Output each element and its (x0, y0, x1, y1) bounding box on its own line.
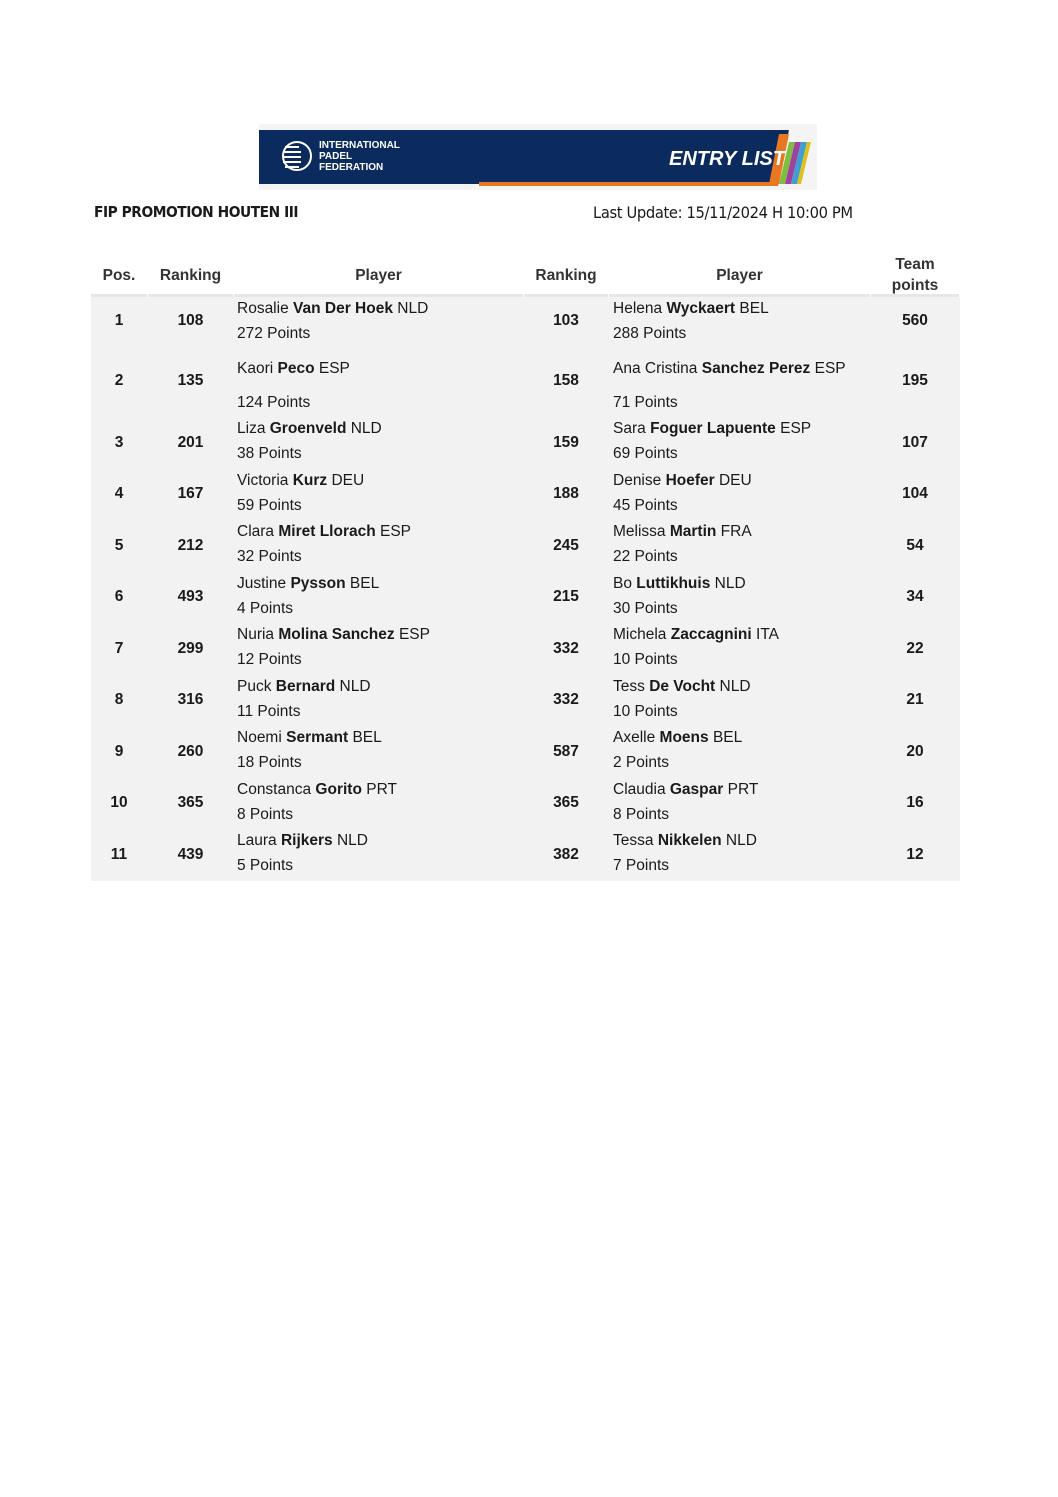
player-1-surname: Rijkers (280, 832, 333, 849)
player-1-first-name: Kaori (237, 360, 274, 377)
table-row (91, 778, 960, 830)
position: 2 (114, 372, 124, 389)
player-2-surname: Hoefer (665, 471, 715, 489)
player-2-nationality: BEL (712, 729, 743, 746)
player-1-name (237, 360, 350, 378)
player-2-first-name: Denise (613, 471, 662, 489)
last-update: Last Update: 15/11/2024 H 10:00 PM (593, 203, 853, 222)
header-pos: Pos. (91, 255, 147, 295)
ranking-1: 316 (177, 691, 204, 709)
player-2-nationality: NLD (714, 574, 746, 592)
player-2-surname: Martin (669, 523, 717, 540)
player-2-nationality: FRA (720, 523, 752, 540)
ranking-1: 135 (177, 372, 204, 389)
player-1-name (237, 575, 379, 593)
header-player-2: Player (609, 255, 870, 295)
player-2-first-name: Melissa (613, 523, 666, 540)
player-1-first-name: Rosalie (237, 300, 289, 317)
player-2-first-name: Tess (613, 677, 645, 695)
ranking-2: 158 (553, 372, 579, 389)
table-row (91, 726, 960, 778)
svg-text:ENTRY LIST: ENTRY LIST (669, 148, 785, 170)
player-1-nationality: BEL (352, 729, 382, 746)
ranking-1: 299 (177, 639, 204, 657)
player-2-surname: Nikkelen (657, 832, 722, 849)
player-2-surname: Luttikhuis (636, 574, 711, 592)
team-points: 21 (906, 691, 924, 709)
table-row (91, 469, 960, 521)
ranking-2: 332 (553, 639, 579, 657)
player-1-nationality: NLD (350, 420, 382, 437)
ranking-1: 201 (177, 433, 204, 451)
position: 8 (114, 691, 124, 709)
player-1-name (237, 300, 428, 318)
player-2-points: 71 Points (613, 394, 678, 411)
player-1-first-name: Justine (237, 574, 287, 592)
team-points: 22 (906, 639, 924, 657)
position: 9 (114, 742, 124, 760)
player-1-nationality: NLD (339, 677, 371, 695)
table-row (91, 829, 960, 881)
svg-text:FEDERATION: FEDERATION (319, 162, 384, 173)
player-2-points: 10 Points (613, 651, 678, 668)
player-1-name (237, 523, 411, 541)
player-1-points: 4 Points (237, 599, 294, 617)
player-2-points: 8 Points (613, 805, 670, 823)
player-2-points: 2 Points (613, 754, 670, 771)
player-2-points: 22 Points (613, 548, 678, 565)
player-2-points: 45 Points (613, 496, 678, 514)
player-2-first-name: Tessa (613, 832, 654, 849)
team-points: 104 (902, 485, 928, 503)
position: 4 (114, 485, 124, 503)
player-2-nationality: ESP (814, 360, 846, 377)
ranking-1: 365 (177, 794, 204, 812)
player-1-surname: Peco (277, 360, 315, 377)
ranking-2: 587 (553, 742, 579, 760)
player-2-nationality: NLD (725, 832, 757, 849)
player-1-first-name: Nuria (237, 626, 275, 643)
team-points: 195 (902, 372, 928, 389)
table-row (91, 623, 960, 675)
player-2-nationality: BEL (739, 300, 769, 317)
player-2-first-name: Ana Cristina (613, 360, 698, 377)
position: 10 (110, 794, 128, 812)
player-1-surname: Bernard (275, 677, 336, 695)
player-1-surname: Molina Sanchez (278, 626, 395, 643)
ranking-2: 159 (553, 433, 579, 451)
position: 11 (110, 845, 128, 863)
player-1-first-name: Noemi (237, 729, 282, 746)
table-row (91, 520, 960, 572)
player-2-surname: De Vocht (649, 677, 716, 695)
ranking-1: 439 (177, 845, 204, 863)
ranking-2: 245 (553, 536, 579, 554)
table-row (91, 572, 960, 624)
player-1-surname: Gorito (315, 780, 362, 798)
player-2-surname: Moens (659, 729, 709, 746)
player-2-first-name: Michela (613, 626, 667, 643)
player-1-points: 32 Points (237, 548, 302, 565)
team-points: 12 (906, 845, 924, 863)
ranking-2: 365 (553, 794, 579, 812)
player-1-surname: Groenveld (269, 420, 347, 437)
player-1-first-name: Clara (237, 523, 275, 540)
ranking-1: 493 (177, 588, 204, 606)
ranking-1: 212 (177, 536, 204, 554)
player-1-surname: Pysson (290, 574, 346, 592)
player-2-points: 288 Points (613, 325, 687, 342)
player-1-nationality: ESP (318, 360, 350, 377)
player-1-name (237, 832, 368, 850)
player-1-points: 12 Points (237, 651, 302, 668)
player-2-first-name: Sara (613, 420, 646, 437)
header-ranking-1: Ranking (148, 255, 233, 295)
player-1-surname: Miret Llorach (278, 523, 376, 540)
player-1-points: 5 Points (237, 857, 294, 874)
ranking-2: 332 (553, 691, 579, 709)
entry-list-banner (259, 124, 817, 190)
player-2-surname: Gaspar (669, 780, 724, 798)
player-2-points: 10 Points (613, 702, 678, 720)
ranking-2: 215 (553, 588, 579, 606)
player-1-nationality: DEU (331, 471, 365, 489)
player-2-surname: Foguer Lapuente (650, 420, 776, 437)
entry-table (91, 297, 960, 881)
player-2-nationality: DEU (718, 471, 752, 489)
position: 5 (114, 536, 124, 554)
position: 3 (114, 433, 124, 451)
player-1-nationality: NLD (397, 300, 429, 317)
player-2-nationality: ITA (756, 626, 779, 643)
svg-text:INTERNATIONAL: INTERNATIONAL (319, 140, 400, 151)
position: 6 (114, 588, 124, 606)
team-points: 560 (902, 312, 928, 329)
player-2-surname: Sanchez Perez (701, 360, 811, 377)
player-1-nationality: NLD (336, 832, 368, 849)
player-2-name (613, 360, 846, 378)
table-row (91, 297, 960, 357)
table-row (91, 675, 960, 727)
player-2-first-name: Helena (613, 300, 663, 317)
player-1-first-name: Puck (237, 677, 272, 695)
player-2-nationality: NLD (719, 677, 751, 695)
player-1-first-name: Laura (237, 832, 277, 849)
player-1-points: 124 Points (237, 394, 311, 411)
ranking-1: 167 (177, 485, 204, 503)
player-1-name (237, 420, 382, 438)
fip-logo-banner (259, 124, 817, 190)
team-points: 16 (906, 794, 924, 812)
player-2-first-name: Bo (613, 574, 632, 592)
player-1-nationality: ESP (380, 523, 412, 540)
player-2-first-name: Axelle (613, 729, 656, 746)
player-1-name (237, 729, 382, 747)
player-1-nationality: ESP (398, 626, 430, 643)
player-1-first-name: Liza (237, 420, 266, 437)
player-1-name (237, 781, 397, 799)
player-1-points: 8 Points (237, 805, 294, 823)
player-2-surname: Wyckaert (666, 300, 736, 317)
player-1-surname: Sermant (286, 729, 349, 746)
player-2-nationality: ESP (780, 420, 812, 437)
player-2-name (613, 523, 752, 541)
position: 7 (114, 639, 124, 657)
player-1-nationality: PRT (366, 780, 397, 798)
player-1-surname: Van Der Hoek (293, 300, 393, 317)
player-1-name (237, 626, 430, 644)
table-row (91, 357, 960, 417)
player-2-first-name: Claudia (613, 780, 666, 798)
player-1-first-name: Victoria (237, 471, 289, 489)
player-1-points: 59 Points (237, 496, 302, 514)
player-2-points: 69 Points (613, 445, 678, 462)
player-2-name (613, 832, 757, 850)
player-2-points: 30 Points (613, 599, 678, 617)
header-ranking-2: Ranking (524, 255, 608, 295)
player-1-name (237, 472, 364, 490)
player-1-points: 18 Points (237, 754, 302, 771)
team-points: 34 (906, 588, 924, 606)
player-2-points: 7 Points (613, 857, 670, 874)
tournament-title: FIP PROMOTION HOUTEN III (94, 203, 299, 221)
position: 1 (114, 312, 124, 329)
player-2-name (613, 300, 769, 318)
team-points: 54 (906, 536, 924, 554)
player-2-name (613, 472, 752, 490)
player-2-name (613, 626, 779, 644)
player-1-name (237, 678, 371, 696)
player-1-nationality: BEL (349, 574, 380, 592)
ranking-1: 260 (177, 742, 204, 760)
team-points: 20 (906, 742, 924, 760)
ranking-1: 108 (177, 312, 204, 329)
ranking-2: 382 (553, 845, 579, 863)
header-player-1: Player (234, 255, 523, 295)
player-1-first-name: Constanca (237, 780, 312, 798)
player-2-name (613, 678, 751, 696)
player-2-name (613, 420, 811, 438)
table-row (91, 417, 960, 469)
team-points: 107 (902, 433, 928, 451)
player-1-surname: Kurz (292, 471, 328, 489)
player-1-points: 38 Points (237, 445, 302, 462)
player-2-surname: Zaccagnini (670, 626, 752, 643)
player-1-points: 11 Points (237, 702, 301, 720)
ranking-2: 103 (553, 312, 579, 329)
player-2-nationality: PRT (727, 780, 759, 798)
player-2-name (613, 781, 758, 799)
player-1-points: 272 Points (237, 325, 311, 342)
ranking-2: 188 (553, 485, 579, 503)
player-2-name (613, 575, 746, 593)
player-2-name (613, 729, 742, 747)
svg-text:PADEL: PADEL (319, 151, 353, 162)
header-team-points: Team points (871, 255, 959, 295)
